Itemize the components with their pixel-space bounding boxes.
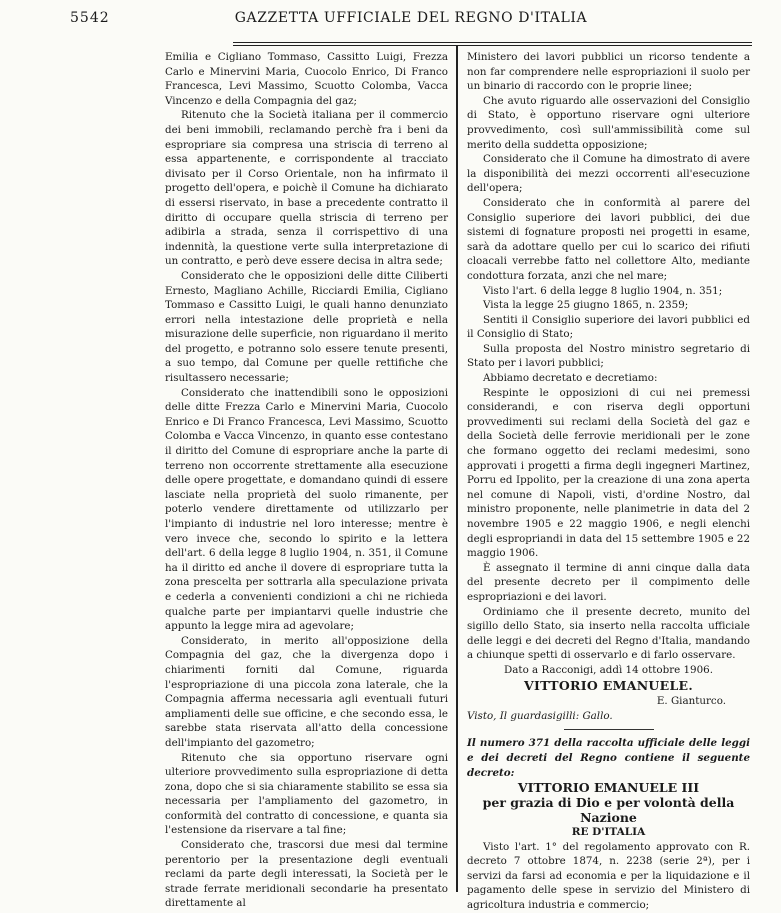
right-paragraph: Visto l'art. 1° del regolamento approvato con R. decreto 7 ottobre 1874, n. 2238 (serie 2ª), per i servizi da farsi ad economia e per la liquidazione e il pagamento delle spese in servizio del Ministero di agricoltura industria e commercio; <box>467 840 750 912</box>
left-paragraph: Considerato che, trascorsi due mesi dal termine perentorio per la presentazione degli eventuali reclami da parte degli interessati, la Società per le strade ferrate meridionali secondarie ha presentato direttamente al <box>165 839 448 910</box>
right-paragraph: Ordiniamo che il presente decreto, munito del sigillo dello Stato, sia inserto nella raccolta ufficiale delle leggi e dei decreti del Regno d'Italia, mandando a chiunque spetti di osservarlo e di farlo osservare. <box>467 605 750 662</box>
right-paragraph: Che avuto riguardo alle osservazioni del Consiglio di Stato, è opportuno riservare ogni ulteriore provvedimento, così sull'ammissibilità come sul merito della suddetta opposizione; <box>467 94 750 151</box>
left-paragraph: Ritenuto che sia opportuno riservare ogni ulteriore provvedimento sulla espropriazione di detta zona, dopo che si sia chiaramente stabilito se essa sia necessaria per l'ampliamento del gazometro, in conformità del contratto di concessione, e quanta sia l'estensione da riservare a tal fine; <box>165 751 448 837</box>
right-column <box>467 50 750 913</box>
column-divider <box>456 46 458 892</box>
king-signature: VITTORIO EMANUELE. <box>523 677 694 693</box>
page-header <box>70 10 752 38</box>
left-paragraph: Emilia e Cigliano Tommaso, Cassitto Luigi, Frezza Carlo e Minervini Maria, Cuocolo Enrico, Di Franco Francesca, Levi Massimo, Scuotto Colomba, Vacca Vincenzo e della Compagnia del gaz; <box>165 51 448 107</box>
right-paragraph: Vista la legge 25 giugno 1865, n. 2359; <box>483 299 689 312</box>
right-paragraph: Sulla proposta del Nostro ministro segretario di Stato per i lavori pubblici; <box>467 342 750 370</box>
right-paragraph: Ministero dei lavori pubblici un ricorso tendente a non far comprendere nelle espropriazioni il suolo per un binario di raccordo con le proprie linee; <box>467 51 750 93</box>
decree-heading-name: VITTORIO EMANUELE III <box>517 780 700 796</box>
left-paragraph: Considerato che le opposizioni delle ditte Ciliberti Ernesto, Magliano Achille, Ricciardi Emilia, Cigliano Tommaso e Cassitto Luigi, le quali hanno denunziato errori nella intestazione delle proprietà e nella misurazione delle superficie, non riguardano il merito del progetto, e potranno solo essere tenute presenti, a suo tempo, dal Comune per quelle rettifiche che risultassero necessarie; <box>165 269 448 385</box>
right-paragraph: Sentiti il Consiglio superiore dei lavori pubblici ed il Consiglio di Stato; <box>467 313 750 341</box>
visto-line: Visto, Il guardasigilli: Gallo. <box>467 709 613 722</box>
right-paragraph: È assegnato il termine di anni cinque dalla data del presente decreto per il compimento delle espropriazioni e dei lavori. <box>467 561 750 603</box>
decree-notice: Il numero 371 della raccolta ufficiale delle leggi e dei decreti del Regno contiene il seguente decreto: <box>467 737 750 779</box>
date-line: Dato a Racconigi, addì 14 ottobre 1906. <box>504 663 713 676</box>
right-paragraph: Considerato che in conformità al parere del Consiglio superiore dei lavori pubblici, dei due sistemi di fognature proposti nei progetti in esame, sarà da adottare quello per cui lo scarico dei rifiuti cloacali verrebbe fatto nel collettore Alto, mediante condottura forzata, anzi che nel mare; <box>467 196 750 282</box>
right-paragraph: Abbiamo decretato e decretiamo: <box>483 372 658 385</box>
header-rule-secondary <box>233 45 752 46</box>
page-number: 5542 <box>70 10 110 26</box>
left-column <box>165 50 448 911</box>
right-paragraph: Respinte le opposizioni di cui nei premessi considerandi, e con riserva degli opportuni provvedimenti sui reclami della Società del gaz e della Società delle ferrovie meridionali per le zone che formano oggetto dei reclami medesimi, sono approvati i progetti a firma degli ingegneri Martinez, Porru ed Ippolito, per la creazione di una zona aperta nel comune di Napoli, visti, d'ordine Nostro, dal ministro proponente, nelle planimetrie in data del 2 novembre 1905 e 22 maggio 1906, e negli elenchi degli espropriandi in data del 15 settembre 1905 e 22 maggio 1906. <box>467 386 750 560</box>
left-paragraph: Ritenuto che la Società italiana per il commercio dei beni immobili, reclamando perchè fra i beni da espropriare sia compresa una striscia di terreno al essa appartenente, e corrispondente al tracciato divisato per il Corso Orientale, non ha infirmato il progetto dell'opera, e poichè il Comune ha dichiarato di essersi riservato, in base a precedente contratto il diritto di occupare quella striscia di terreno per adibirla a strada, senza il corrispettivo di una indennità, la questione verte sulla interpretazione di un contratto, e però deve essere decisa in altra sede; <box>165 109 448 268</box>
right-paragraph: Considerato che il Comune ha dimostrato di avere la disponibilità dei mezzi occorrenti all'esecuzione dell'opera; <box>467 153 750 195</box>
left-paragraph: Considerato che inattendibili sono le opposizioni delle ditte Frezza Carlo e Minervini Maria, Cuocolo Enrico e Di Franco Francesca, Levi Massimo, Scuotto Colomba e Vacca Vincenzo, in quanto esse contestano il diritto del Comune di espropriare anche la parte di terreno non occorrente strettamente alla esecuzione delle opere progettate, e domandano quindi di essere lasciate nella proprietà del suolo rimanente, per poterlo vendere direttamente od utilizzarlo per l'impianto di industrie nel loro interesse; mentre è vero invece che, secondo lo spirito e la lettera dell'art. 6 della legge 8 luglio 1904, n. 351, il Comune ha il diritto ed anche il dovere di espropriare tutta la zona prescelta per sottrarla alla speculazione privata e cederla a convenienti condizioni a chi ne richieda qualche parte per impiantarvi quelle industrie che appunto la legge mira ad agevolare; <box>165 386 448 633</box>
section-separator <box>564 729 654 730</box>
right-paragraph: Visto l'art. 6 della legge 8 luglio 1904, n. 351; <box>483 284 723 297</box>
gazette-title: GAZZETTA UFFICIALE DEL REGNO D'ITALIA <box>234 10 588 26</box>
decree-heading-grace: per grazia di Dio e per volontà della Nazione <box>482 795 735 826</box>
left-paragraph: Considerato, in merito all'opposizione della Compagnia del gaz, che la divergenza dopo i chiarimenti forniti dal Comune, riguarda l'espropriazione di una piccola zona laterale, che la Compagnia afferma necessaria agli eventuali futuri ampliamenti delle sue officine, e che secondo essa, le sarebbe stata riservata all'atto della concessione dell'impianto del gazometro; <box>165 634 448 749</box>
minister-signature: E. Gianturco. <box>656 695 726 708</box>
header-rule <box>233 42 752 43</box>
decree-heading-re: RE D'ITALIA <box>571 826 646 839</box>
